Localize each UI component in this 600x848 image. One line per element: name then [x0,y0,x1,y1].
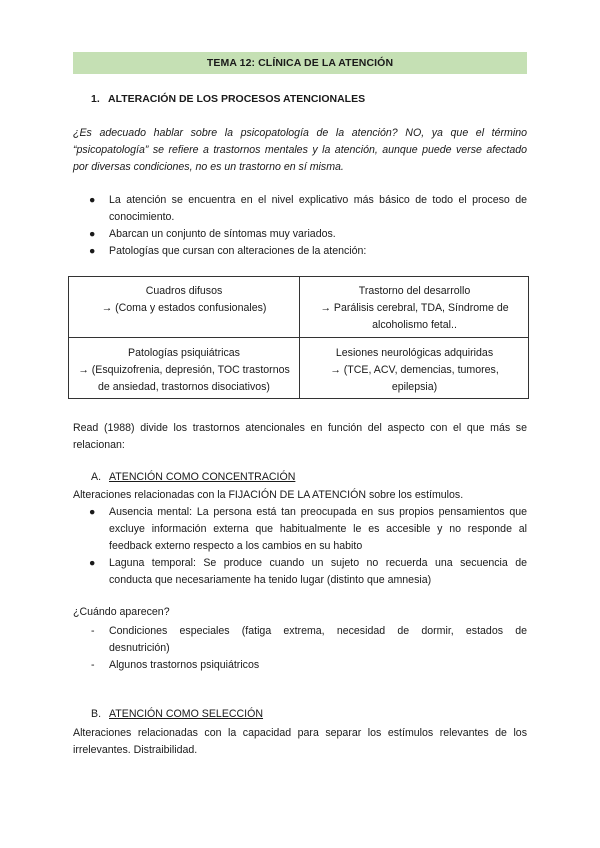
bullet-item [73,555,527,589]
section-1-number: 1. [91,93,100,105]
read-line: Read (1988) divide los trastornos atencionales en función del aspecto con el que más se [73,422,527,434]
cell-title: Patologías psiquiátricas [128,347,240,359]
question-heading: ¿Cuándo aparecen? [73,606,170,618]
bullet-icon: ● [89,557,96,569]
dash-text: Algunos trastornos psiquiátricos [109,659,260,671]
dash-text: Condiciones especiales (fatiga extrema, necesidad de dormir, estados de [109,625,527,637]
intro-paragraph [73,125,527,176]
bullet-icon: ● [89,194,96,206]
cell-detail: → (Coma y estados confusionales) [101,302,267,314]
section-b-heading [91,708,263,720]
bullet-text: Laguna temporal: Se produce cuando un sujeto no recuerda una secuencia de [109,557,527,569]
cell-title: Trastorno del desarrollo [358,285,471,297]
bullet-text: Abarcan un conjunto de síntomas muy variados. [109,228,336,240]
dash-list [73,623,527,674]
section-a-body [73,487,527,589]
cell-detail: de ansiedad, trastornos disociativos) [98,381,270,393]
intro-line: ¿Es adecuado hablar sobre la psicopatología de la atención? NO, ya que el término [73,127,527,139]
cell-detail: → Parálisis cerebral, TDA, Síndrome de [320,302,509,314]
bullet-item [73,504,527,555]
dash-icon: - [91,659,95,671]
section-b-body [73,725,527,759]
pathologies-table [68,276,529,399]
bullet-item [73,192,527,226]
intro-line: “psicopatología” se refiere a trastornos mentales y la atención, aunque puede verse afectado [73,144,527,156]
section-b-letter: B. [91,708,102,720]
bullet-item [73,226,527,243]
section-1-heading [91,93,365,105]
bullet-text: feedback externo respecto a los cambios en su habito [109,540,363,552]
cell-detail: → (Esquizofrenia, depresión, TOC trastornos [78,364,290,376]
section-a-title: ATENCIÓN COMO CONCENTRACIÓN [109,471,296,483]
cell-detail: epilepsia) [391,381,438,393]
cell-detail: → (TCE, ACV, demencias, tumores, [330,364,499,376]
bullet-text: La atención se encuentra en el nivel explicativo más básico de todo el proceso de [109,194,527,206]
bullet-list [73,192,527,260]
bullet-icon: ● [89,245,96,257]
table-cell [69,345,299,396]
dash-icon: - [91,625,95,637]
section-a-heading [91,471,295,483]
section-b-line: Alteraciones relacionadas con la capacidad para separar los estímulos relevantes de los [73,727,527,739]
page-title [73,52,527,74]
cell-title: Cuadros difusos [145,285,223,297]
cell-detail: alcoholismo fetal.. [372,319,457,331]
read-line: relacionan: [73,439,125,451]
section-1-title: ALTERACIÓN DE LOS PROCESOS ATENCIONALES [108,93,366,105]
read-paragraph [73,420,527,454]
page-title-text: TEMA 12: CLÍNICA DE LA ATENCIÓN [206,57,394,69]
table-cell [300,283,529,334]
cell-title: Lesiones neurológicas adquiridas [335,347,494,359]
table-cell [69,283,299,317]
bullet-text: conducta que necesariamente ha tenido lugar (distinto que amnesia) [109,574,432,586]
bullet-text: excluye información externa que habitualmente le es accesible y no responde al [109,523,527,535]
intro-line: por diversas condiciones, no es un trastorno en sí misma. [73,161,344,173]
bullet-text: conocimiento. [109,211,175,223]
section-b-title: ATENCIÓN COMO SELECCIÓN [109,708,264,720]
bullet-text: Patologías que cursan con alteraciones de la atención: [109,245,367,257]
bullet-text: Ausencia mental: La persona está tan preocupada en sus propios pensamientos que [109,506,527,518]
bullet-item [73,243,527,260]
table-divider [69,337,528,338]
dash-item [73,657,527,674]
section-b-line: irrelevantes. Distraibilidad. [73,744,198,756]
bullet-icon: ● [89,228,96,240]
bullet-icon: ● [89,506,96,518]
dash-item [73,623,527,657]
dash-text: desnutrición) [109,642,170,654]
table-cell [300,345,529,396]
section-a-letter: A. [91,471,102,483]
section-a-intro: Alteraciones relacionadas con la FIJACIÓN DE LA ATENCIÓN sobre los estímulos. [73,489,464,501]
